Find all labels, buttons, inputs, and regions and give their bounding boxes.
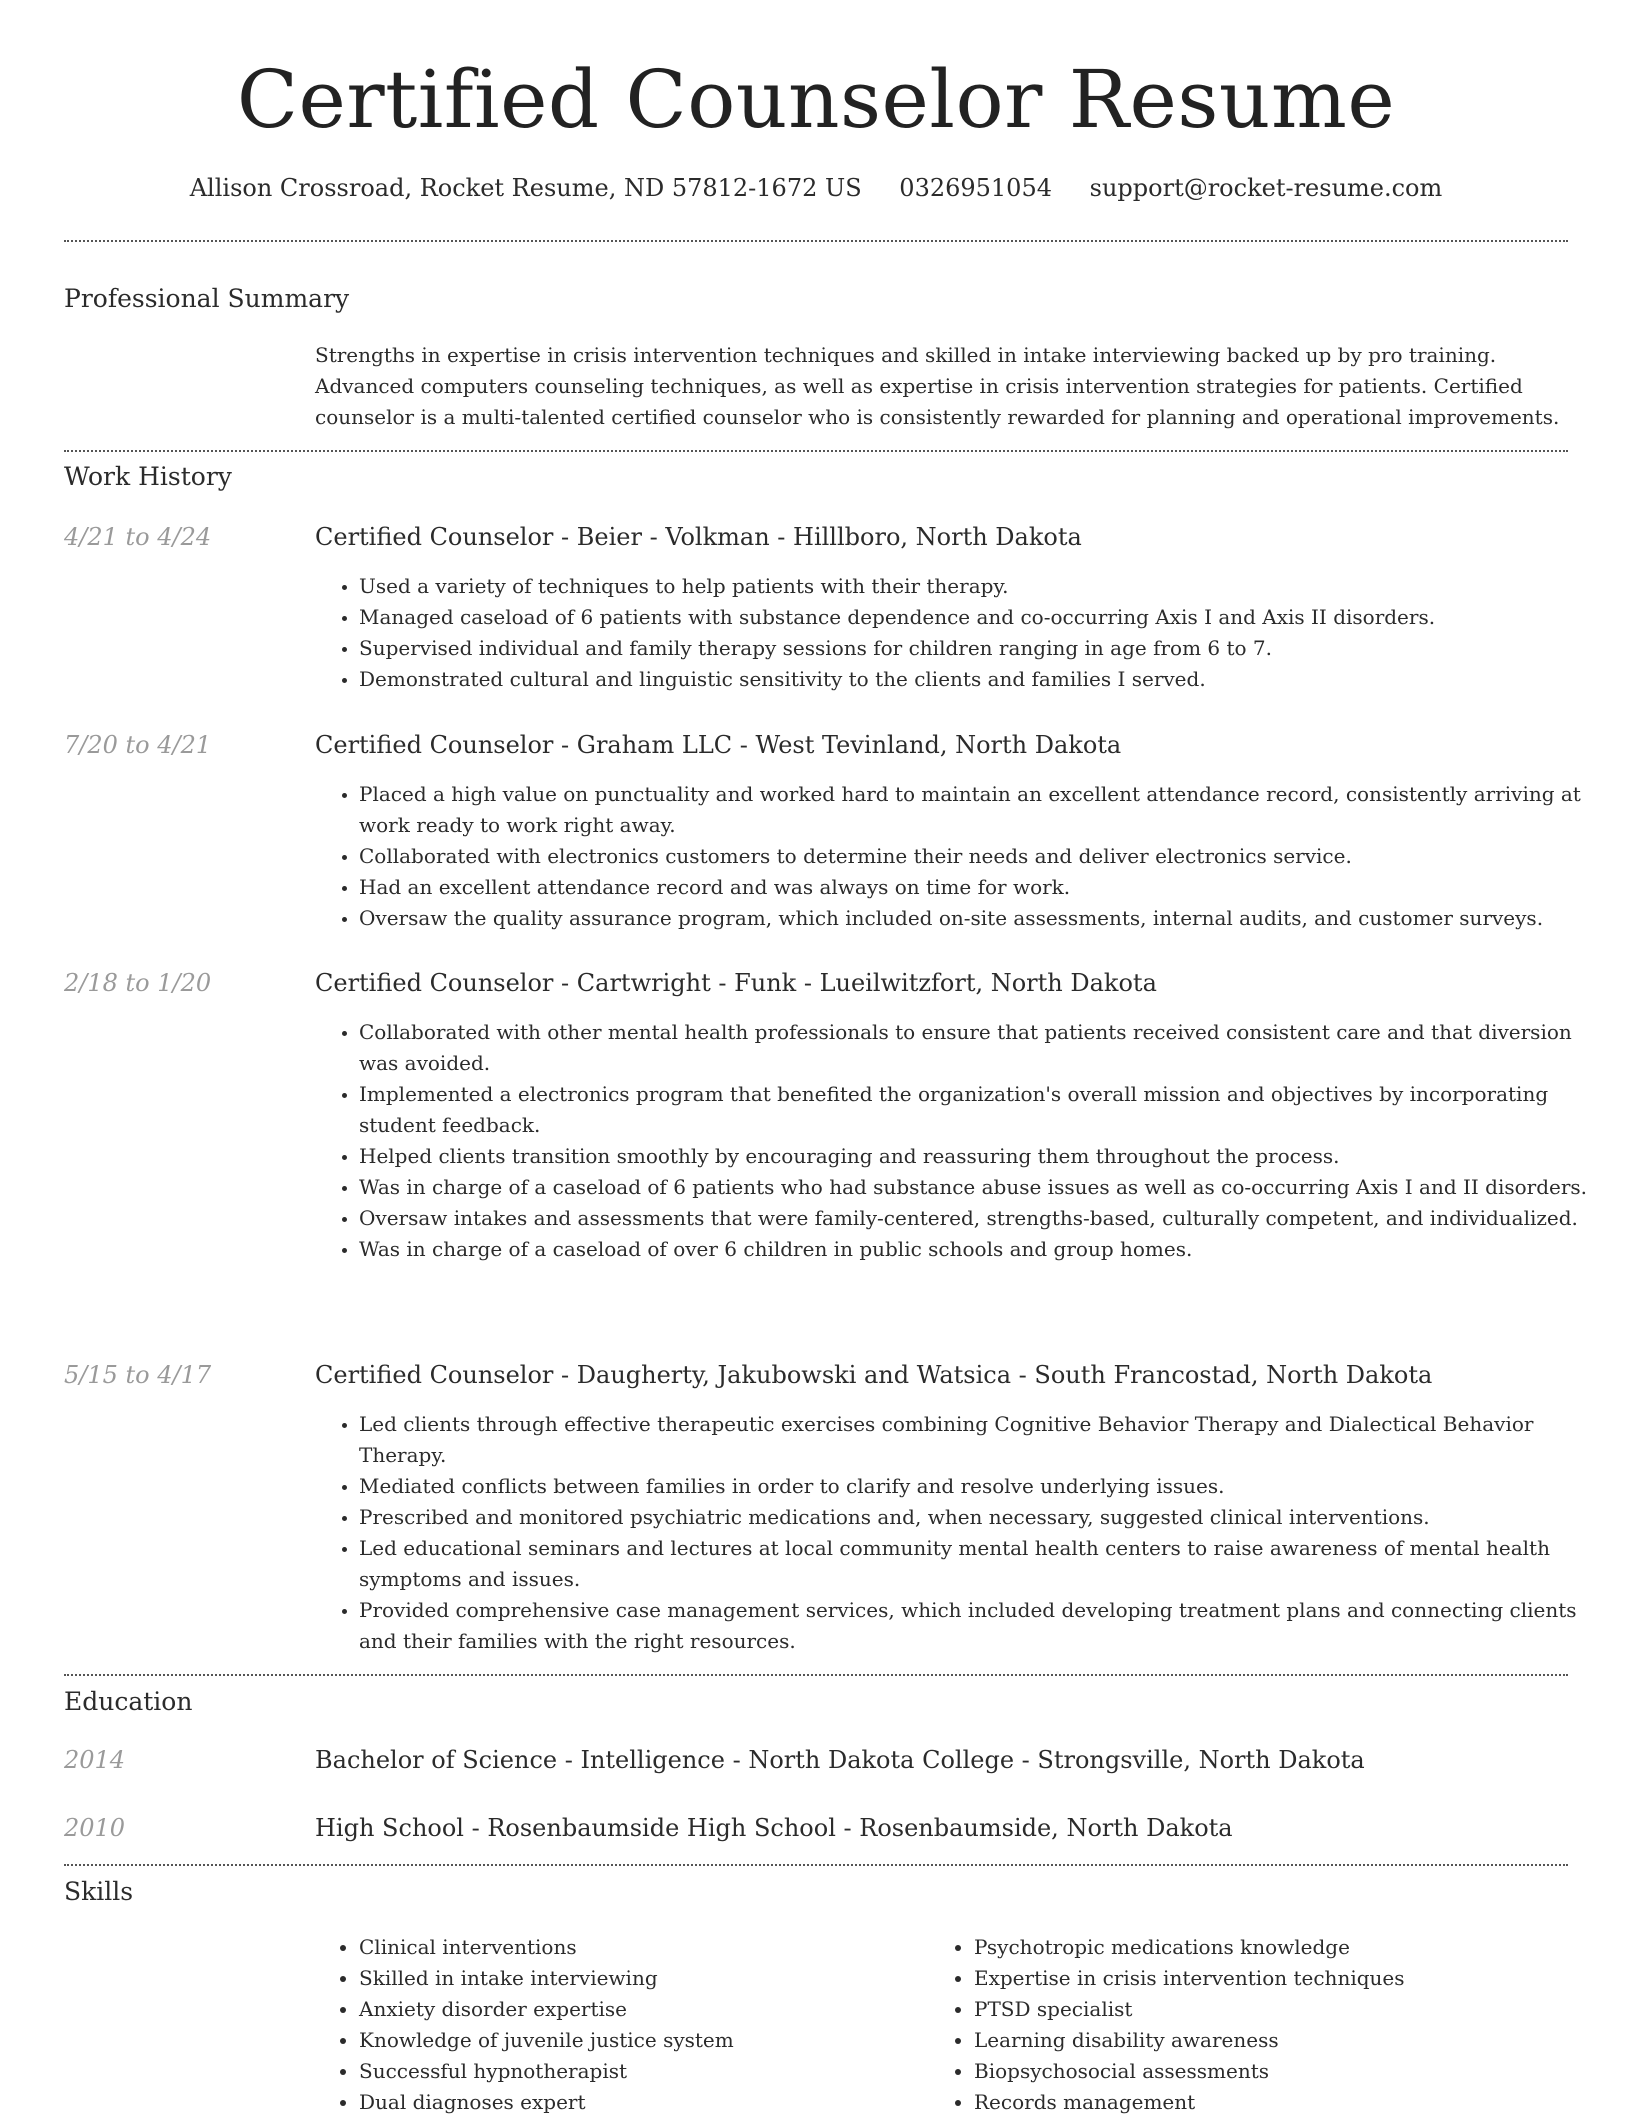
- section-divider: [64, 240, 1568, 242]
- skills-heading: Skills: [64, 1877, 134, 1906]
- job-bullet: • Had an excellent attendance record and was always on time for work.: [359, 872, 1599, 903]
- job-bullet: • Was in charge of a caseload of over 6 children in public schools and group homes.: [359, 1234, 1599, 1265]
- job-bullet: • Mediated conflicts between families in order to clarify and resolve underlying issues.: [359, 1471, 1599, 1502]
- job-dates: 4/21 to 4/24: [64, 523, 212, 551]
- skill-item: • PTSD specialist: [974, 1994, 1604, 2025]
- skill-item: • Psychotropic medications knowledge: [974, 1932, 1604, 1963]
- job-title: Certified Counselor - Cartwright - Funk - Lueilwitzfort, North Dakota: [315, 969, 1157, 997]
- section-divider: [64, 1864, 1568, 1866]
- job-bullet: • Collaborated with other mental health professionals to ensure that patients received consistent care and that diversion was avoided.: [359, 1017, 1599, 1079]
- contact-email: support@rocket-resume.com: [1089, 174, 1443, 202]
- contact-address: Allison Crossroad, Rocket Resume, ND 57812-1672 US: [189, 174, 862, 202]
- section-divider: [64, 450, 1568, 452]
- job-bullet: • Demonstrated cultural and linguistic sensitivity to the clients and families I served.: [359, 664, 1599, 695]
- job-dates: 5/15 to 4/17: [64, 1361, 212, 1389]
- job-title: Certified Counselor - Graham LLC - West Tevinland, North Dakota: [315, 731, 1122, 759]
- skill-item: • Clinical interventions: [359, 1932, 929, 1963]
- job-dates: 7/20 to 4/21: [64, 731, 212, 759]
- skill-item: • Knowledge of juvenile justice system: [359, 2025, 929, 2056]
- contact-phone: 0326951054: [899, 174, 1052, 202]
- job-bullets: [315, 1409, 1599, 1657]
- job-bullet: • Oversaw the quality assurance program, which included on-site assessments, internal audits, and customer surveys.: [359, 903, 1599, 934]
- work-history-heading: Work History: [64, 462, 232, 491]
- resume-title: Certified Counselor Resume: [236, 53, 1396, 146]
- job-bullet: • Prescribed and monitored psychiatric medications and, when necessary, suggested clinical interventions.: [359, 1502, 1599, 1533]
- job-bullet: • Helped clients transition smoothly by encouraging and reassuring them throughout the process.: [359, 1141, 1599, 1172]
- job-bullet: • Placed a high value on punctuality and worked hard to maintain an excellent attendance record, consistently arriving at work ready to work right away.: [359, 779, 1599, 841]
- skill-item: • Records management: [974, 2087, 1604, 2118]
- job-bullet: • Led educational seminars and lectures at local community mental health centers to raise awareness of mental health symptoms and issues.: [359, 1533, 1599, 1595]
- job-bullet: • Managed caseload of 6 patients with substance dependence and co-occurring Axis I and Axis II disorders.: [359, 602, 1599, 633]
- education-entry: Bachelor of Science - Intelligence - North Dakota College - Strongsville, North Dakota: [315, 1746, 1365, 1774]
- summary-heading: Professional Summary: [64, 284, 350, 313]
- skills-list-left: [315, 1932, 929, 2118]
- job-bullet: • Implemented a electronics program that benefited the organization's overall mission and objectives by incorporating student feedback.: [359, 1079, 1599, 1141]
- job-bullets: [315, 1017, 1599, 1265]
- summary-text: Strengths in expertise in crisis intervention techniques and skilled in intake interviewing backed up by pro training. Advanced computers counseling techniques, as well as expertise in crisis intervention strategies for patients. Certified counselor is a multi-talented certified counselor who is consistently rewarded for planning and operational improvements.: [315, 343, 1560, 429]
- education-heading: Education: [64, 1687, 193, 1716]
- job-bullets: [315, 571, 1599, 695]
- skill-item: • Expertise in crisis intervention techniques: [974, 1963, 1604, 1994]
- contact-line: [0, 170, 1632, 206]
- section-divider: [64, 1674, 1568, 1676]
- job-bullet: • Collaborated with electronics customers to determine their needs and deliver electronics service.: [359, 841, 1599, 872]
- job-bullet: • Provided comprehensive case management services, which included developing treatment plans and connecting clients and their families with the right resources.: [359, 1595, 1599, 1657]
- job-bullets: [315, 779, 1599, 934]
- job-bullet: • Oversaw intakes and assessments that were family-centered, strengths-based, culturally competent, and individualized.: [359, 1203, 1599, 1234]
- skill-item: • Dual diagnoses expert: [359, 2087, 929, 2118]
- job-bullet: • Led clients through effective therapeutic exercises combining Cognitive Behavior Therapy and Dialectical Behavior Therapy.: [359, 1409, 1599, 1471]
- skills-list-right: [930, 1932, 1604, 2118]
- skill-item: • Learning disability awareness: [974, 2025, 1604, 2056]
- job-bullet: • Was in charge of a caseload of 6 patients who had substance abuse issues as well as co-occurring Axis I and II disorders.: [359, 1172, 1599, 1203]
- education-year: 2014: [64, 1746, 126, 1774]
- education-year: 2010: [64, 1814, 126, 1842]
- skill-item: • Biopsychosocial assessments: [974, 2056, 1604, 2087]
- skill-item: • Successful hypnotherapist: [359, 2056, 929, 2087]
- job-bullet: • Supervised individual and family therapy sessions for children ranging in age from 6 to 7.: [359, 633, 1599, 664]
- job-bullet: • Used a variety of techniques to help patients with their therapy.: [359, 571, 1599, 602]
- job-title: Certified Counselor - Beier - Volkman - Hilllboro, North Dakota: [315, 523, 1082, 551]
- job-title: Certified Counselor - Daugherty, Jakubowski and Watsica - South Francostad, North Dakota: [315, 1361, 1433, 1389]
- skill-item: • Skilled in intake interviewing: [359, 1963, 929, 1994]
- education-entry: High School - Rosenbaumside High School - Rosenbaumside, North Dakota: [315, 1814, 1233, 1842]
- job-dates: 2/18 to 1/20: [64, 969, 212, 997]
- skill-item: • Anxiety disorder expertise: [359, 1994, 929, 2025]
